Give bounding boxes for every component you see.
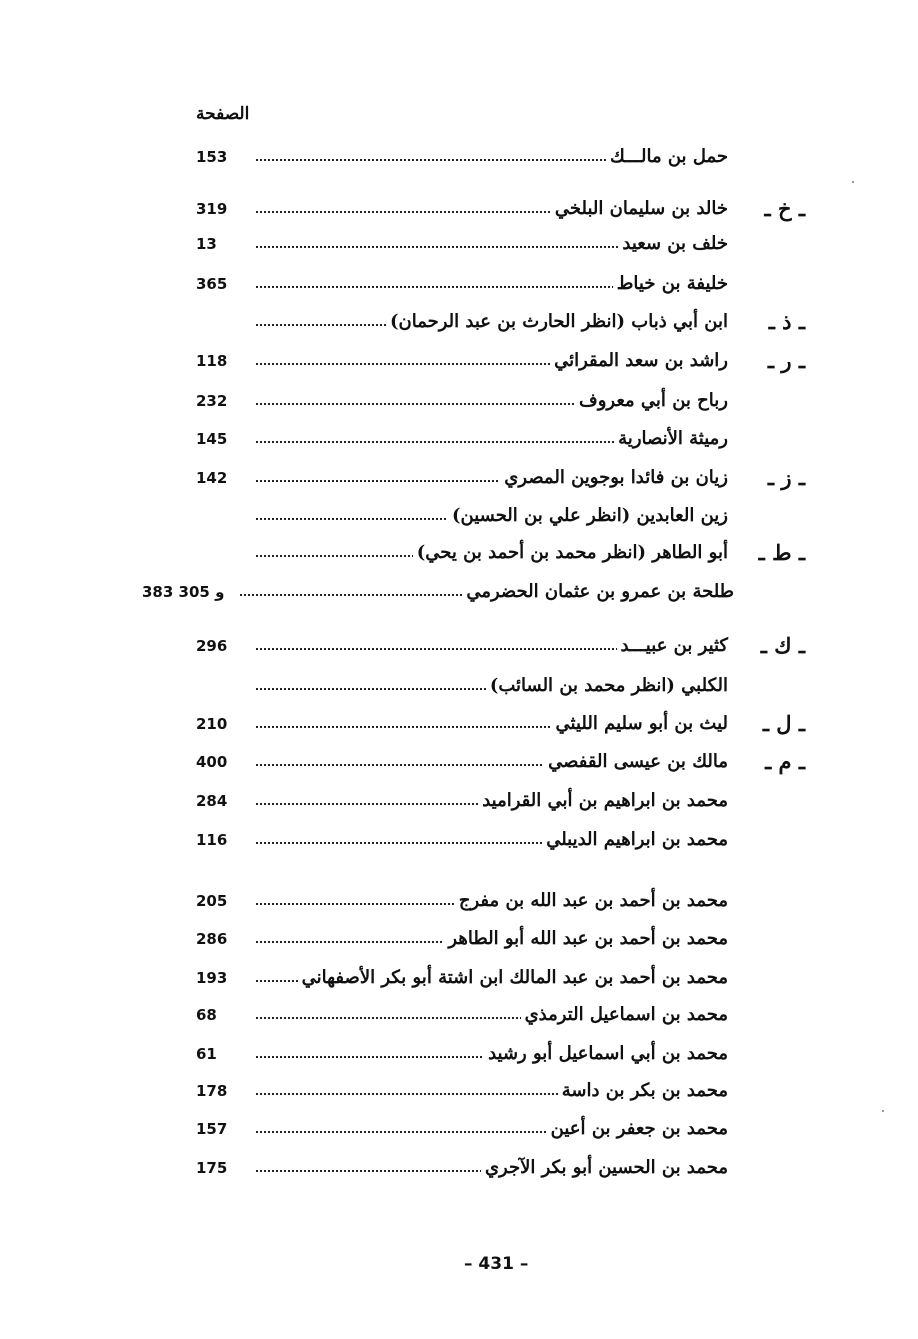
entry-page-number: 118 xyxy=(196,352,228,370)
entry-page-number: 175 xyxy=(196,1159,228,1177)
index-entry xyxy=(0,307,918,337)
section-letter: ـ خ ـ xyxy=(764,196,805,221)
section-letter: ـ ر ـ xyxy=(767,348,805,373)
entry-name: ابن أبي ذباب (انظر الحارث بن عبد الرحمان) xyxy=(386,307,728,337)
entry-page-number: 232 xyxy=(196,392,228,410)
index-entry xyxy=(0,386,918,416)
index-entry xyxy=(0,229,918,259)
entry-page-number: 319 xyxy=(196,200,228,218)
index-entry xyxy=(0,194,918,224)
entry-name: كثير بن عبيـــد xyxy=(617,631,728,661)
entry-page-number: 142 xyxy=(196,469,228,487)
entry-page-number: 284 xyxy=(196,792,228,810)
section-letter: ـ ذ ـ xyxy=(768,309,805,334)
index-entry xyxy=(0,538,918,568)
entry-name: محمد بن أحمد بن عبد المالك ابن اشتة أبو بكر الأصفهاني xyxy=(298,963,728,993)
index-entry xyxy=(0,825,918,855)
index-entry xyxy=(0,924,918,954)
index-entry xyxy=(0,501,918,531)
entry-page-number: 400 xyxy=(196,753,228,771)
index-entry xyxy=(0,709,918,739)
entry-name: محمد بن اسماعيل الترمذي xyxy=(521,1000,728,1030)
index-entry xyxy=(0,747,918,777)
index-entry xyxy=(0,346,918,376)
entry-name: محمد بن بكر بن داسة xyxy=(558,1076,728,1106)
index-entry xyxy=(0,463,918,493)
entry-page-number: 145 xyxy=(196,430,228,448)
entry-name: رباح بن أبي معروف xyxy=(575,386,728,416)
entry-page-number: 157 xyxy=(196,1120,228,1138)
entry-page-number: 193 xyxy=(196,969,228,987)
entry-name: حمل بن مالـــك xyxy=(606,142,728,172)
entry-name: راشد بن سعد المقرائي xyxy=(550,346,728,376)
entry-page-number: 210 xyxy=(196,715,228,733)
entry-name: خليفة بن خياط xyxy=(613,269,728,299)
entry-name: طلحة بن عمرو بن عثمان الحضرمي xyxy=(462,577,734,607)
entry-page-number: 365 xyxy=(196,275,228,293)
entry-page-number: 296 xyxy=(196,637,228,655)
entry-name: محمد بن ابراهيم بن أبي القراميد xyxy=(478,786,728,816)
entry-name: محمد بن أحمد بن عبد الله بن مفرج xyxy=(455,886,728,916)
entry-name: مالك بن عيسى القفصي xyxy=(544,747,728,777)
index-entry xyxy=(0,963,918,993)
entry-page-number: 13 xyxy=(196,235,217,253)
index-entry xyxy=(0,577,918,607)
entry-name: خلف بن سعيد xyxy=(618,229,728,259)
page-number-footer: – 431 – xyxy=(464,1254,529,1274)
paper-speck xyxy=(882,1110,884,1112)
index-entry xyxy=(0,1076,918,1106)
entry-page-number: 205 xyxy=(196,892,228,910)
entry-page-number: 178 xyxy=(196,1082,228,1100)
index-entry xyxy=(0,1000,918,1030)
entry-name: رميثة الأنصارية xyxy=(614,424,728,454)
index-entry xyxy=(0,142,918,172)
entry-name: أبو الطاهر (انظر محمد بن أحمد بن يحي) xyxy=(413,538,728,568)
page-column-header: الصفحة xyxy=(196,104,250,124)
section-letter: ـ ط ـ xyxy=(758,540,805,565)
entry-name: محمد بن جعفر بن أعين xyxy=(547,1114,728,1144)
index-entry xyxy=(0,886,918,916)
entry-name: محمد بن أحمد بن عبد الله أبو الطاهر xyxy=(444,924,728,954)
index-entry xyxy=(0,671,918,701)
section-letter: ـ ز ـ xyxy=(767,465,805,490)
entry-name: ليث بن أبو سليم الليثي xyxy=(552,709,728,739)
index-entry xyxy=(0,786,918,816)
entry-page-number: 68 xyxy=(196,1006,217,1024)
index-entry xyxy=(0,631,918,661)
entry-page-number: 153 xyxy=(196,148,228,166)
index-entry xyxy=(0,424,918,454)
index-entry xyxy=(0,269,918,299)
entry-page-number: 116 xyxy=(196,831,228,849)
entry-name: الكلبي (انظر محمد بن السائب) xyxy=(486,671,728,701)
entry-name: محمد بن ابراهيم الديبلي xyxy=(542,825,728,855)
section-letter: ـ ل ـ xyxy=(762,711,805,736)
section-letter: ـ ك ـ xyxy=(760,633,805,658)
paper-speck xyxy=(852,181,854,183)
entry-page-number: 61 xyxy=(196,1045,217,1063)
index-entry xyxy=(0,1153,918,1183)
entry-name: محمد بن أبي اسماعيل أبو رشيد xyxy=(484,1039,728,1069)
entry-name: زيان بن فائدا بوجوين المصري xyxy=(500,463,728,493)
entry-name: زين العابدين (انظر علي بن الحسين) xyxy=(448,501,728,531)
index-entry xyxy=(0,1114,918,1144)
index-entry xyxy=(0,1039,918,1069)
entry-page-number: 383 و 305 xyxy=(142,583,225,601)
entry-name: خالد بن سليمان البلخي xyxy=(551,194,728,224)
entry-name: محمد بن الحسين أبو بكر الآجري xyxy=(481,1153,728,1183)
section-letter: ـ م ـ xyxy=(765,749,805,774)
entry-page-number: 286 xyxy=(196,930,228,948)
